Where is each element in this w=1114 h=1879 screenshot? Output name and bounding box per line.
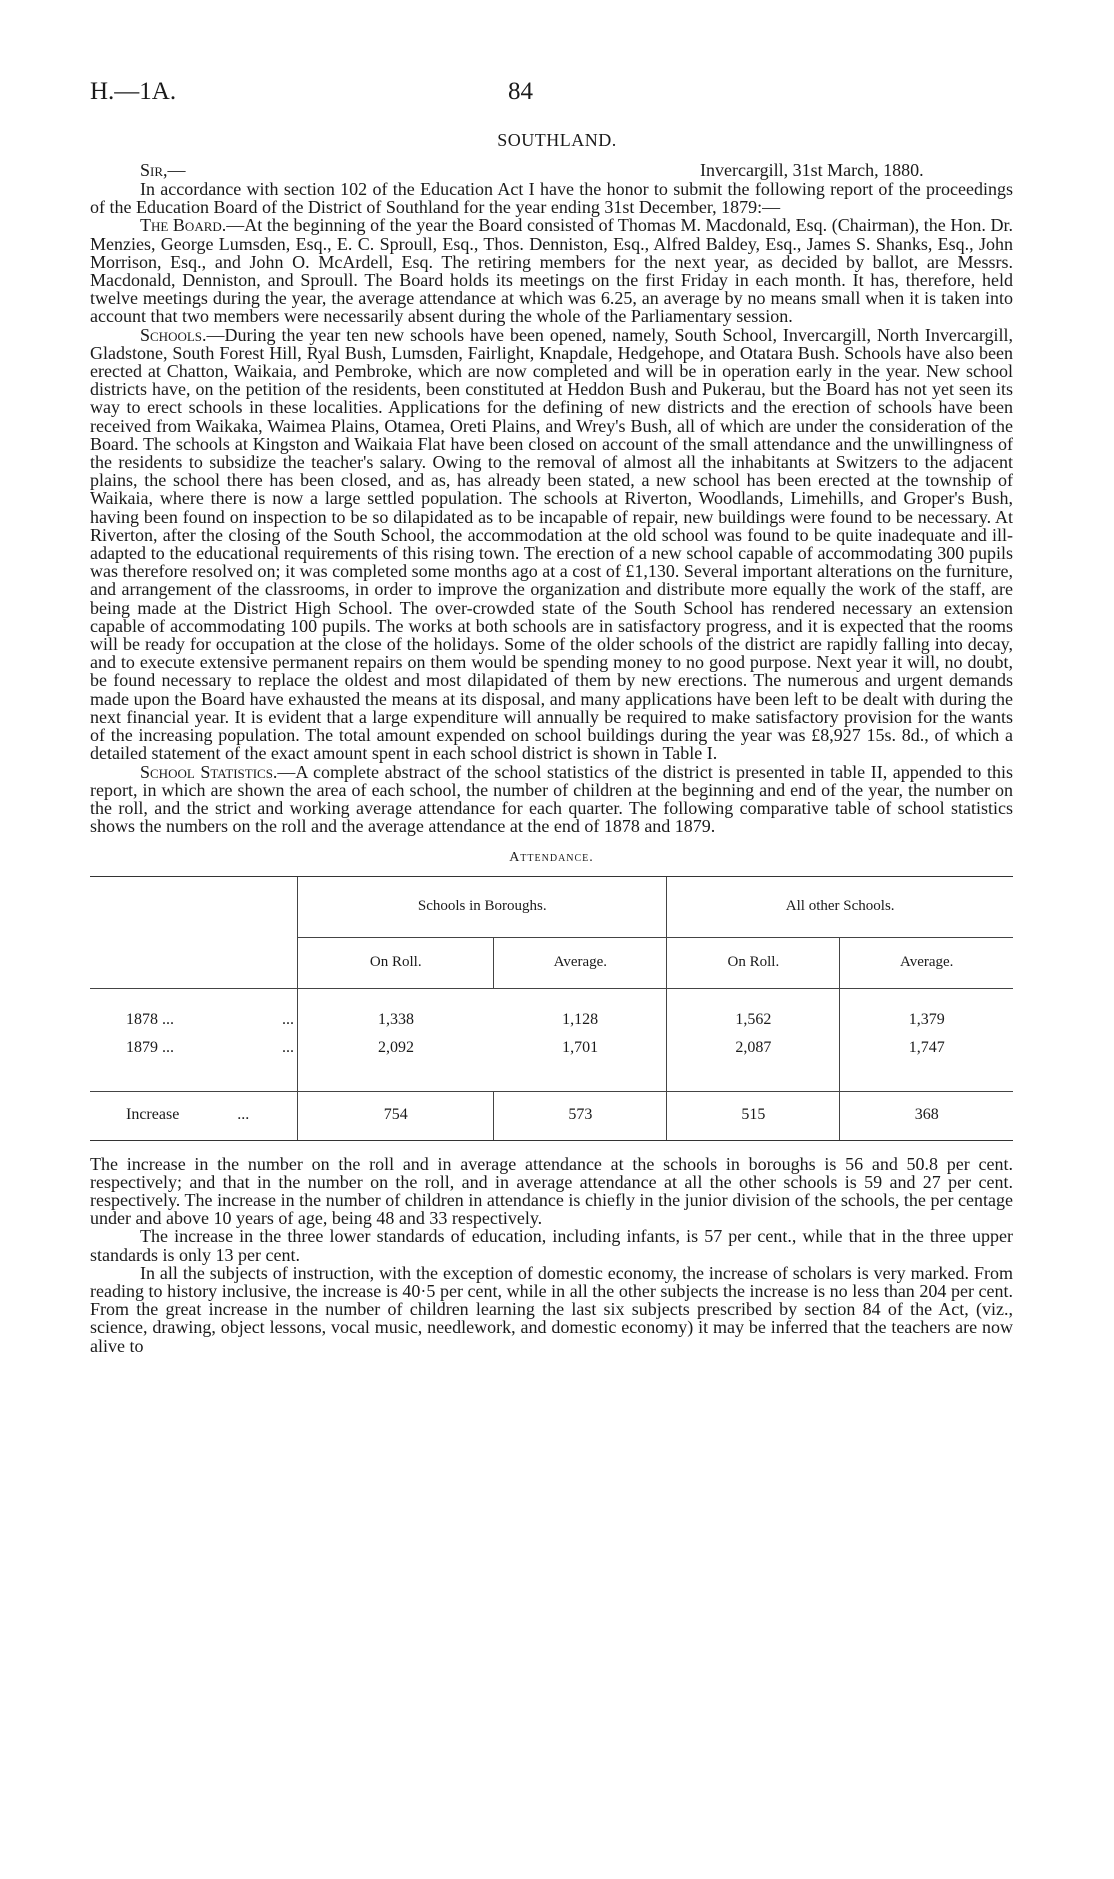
table-corner [90, 876, 298, 937]
row-dots: ... [282, 1010, 294, 1028]
document-reference: H.—1A. [90, 78, 177, 105]
subheader-other-average: Average. [840, 937, 1013, 988]
dateline: Invercargill, 31st March, 1880. [700, 160, 924, 180]
subheader-boroughs-average: Average. [494, 937, 667, 988]
table-corner-2 [90, 937, 298, 988]
paragraph-statistics-text: —A complete abstract of the school statistics of the district is presented in table II, appended to this report, in which are shown the area of each school, the number of children at the beginning and end of the year, the number on the roll, and the strict and working average attendance for each quarter. The following comparative table of school statistics shows the numbers on the roll and the average attendance at the end of 1878 and 1879. [90, 761, 1013, 837]
paragraph-statistics-lead: School Statistics. [140, 761, 278, 782]
salutation: Sir,— [140, 160, 186, 180]
table-cell: 1,338 [298, 988, 494, 1039]
paragraph-schools [90, 326, 1013, 763]
table-cell: 1,379 [840, 988, 1013, 1039]
paragraph-schools-lead: Schools. [140, 324, 207, 345]
paragraph-schools-text: —During the year ten new schools have been opened, namely, South School, Invercargill, North Invercargill, Gladstone, South Forest Hill, Ryal Bush, Lumsden, Fairlight, Knapdale, Hedgehope, and Otatara Bush. Schools have also been erected at Chatton, Waikaia, and Pembroke, which are now completed and will be in operation early in the year. New school districts have, on the petition of the residents, been constituted at Heddon Bush and Pukerau, but the Board has not yet seen its way to erect schools in these localities. Applications for the defining of new districts and the erection of schools have been received from Waikaka, Waimea Plains, Otamea, Oreti Plains, and Wrey's Bush, all of which are under the consideration of the Board. The schools at Kingston and Waikaia Flat have been closed on account of the small attendance and the unwillingness of the residents to subsidize the teacher's salary. Owing to the removal of almost all the inhabitants at Switzers to the adjacent plains, the school there has been closed, and as, has already been stated, a new school has been erected at the township of Waikaia, where there is now a large settled population. The schools at Riverton, Woodlands, Limehills, and Groper's Bush, having been found on inspection to be so dilapidated as to be incapable of repair, new buildings were found to be necessary. At Riverton, after the closing of the South School, the accommodation at the old school was found to be quite inadequate and ill-adapted to the educational requirements of this rising town. The erection of a new school capable of accommodating 300 pupils was therefore resolved on; it was completed some months ago at a cost of £1,130. Several important alterations on the furniture, and arrangement of the classrooms, in order to improve the organization and distribute more equally the work of the staff, are being made at the District High School. The over-crowded state of the South School has rendered necessary an extension capable of accommodating 100 pupils. The works at both schools are in satisfactory progress, and it is expected that the rooms will be ready for occupation at the close of the holidays. Some of the older schools of the district are rapidly falling into decay, and to execute extensive permanent repairs on them would be spending money to no good purpose. Next year it will, no doubt, be found necessary to replace the oldest and most dilapidated of them by new erections. The numerous and urgent demands made upon the Board have exhausted the means at its disposal, and many applications have been left to be dealt with during the next financial year. It is evident that a large expenditure will annually be required to make satisfactory provision for the wants of the increasing population. The total amount expended on school buildings during the year was £8,927 15s. 8d., of which a detailed statement of the exact amount spent in each school district is shown in Table I. [90, 324, 1013, 764]
attendance-table [90, 876, 1013, 1141]
group-header-boroughs: Schools in Boroughs. [298, 876, 667, 937]
table-cell: 1,128 [562, 1010, 599, 1028]
paragraph-board-lead: The Board. [140, 215, 227, 236]
paragraph-intro: In accordance with section 102 of the Education Act I have the honor to submit the following report of the proceedings of the Education Board of the District of Southland for the year ending 31st December, 1879:— [90, 179, 1013, 218]
increase-row [90, 1091, 1013, 1140]
paragraph-statistics [90, 763, 1013, 836]
table-cell: 1,701 [562, 1038, 599, 1056]
table-row [90, 988, 1013, 1039]
paragraph-subjects: In all the subjects of instruction, with the exception of domestic economy, the increase of scholars is very marked. From reading to history inclusive, the increase is 40·5 per cent, while in all the other subjects the increase is no less than 204 per cent. From the great increase in the number of children learning the last six subjects prescribed by section 84 of the Act, (viz., science, drawing, object lessons, vocal music, needlework, and domestic economy) it may be inferred that the teachers are now alive to [90, 1262, 1013, 1356]
paragraph-increase: The increase in the number on the roll and in average attendance at the schools in boroughs is 56 and 50.8 per cent. respectively; and that in the number on the roll, and in average attendance at all the other schools is 59 and 27 per cent. respectively. The increase in the number of children in attendance is chiefly in the junior division of the schools, the per centage under and above 10 years of age, being 48 and 33 respectively. [90, 1153, 1013, 1229]
paragraph-standards: The increase in the three lower standards of education, including infants, is 57 per cent., while that in the three upper standards is only 13 per cent. [90, 1226, 1013, 1265]
paragraph-board-text: —At the beginning of the year the Board consisted of Thomas M. Macdonald, Esq. (Chairman), the Hon. Dr. Menzies, George Lumsden, Esq., E. C. Sproull, Esq., Thos. Denniston, Esq., Alfred Baldey, Esq., James S. Shanks, Esq., John Morrison, Esq., and John O. McArdell, Esq. The retiring members for the next year, as decided by ballot, are Messrs. Macdonald, Denniston, and Sproull. The Board holds its meetings on the first Friday in each month. It has, therefore, held twelve meetings during the year, the average attendance at which was 6.25, an average by no means small when it is taken into account that two members were necessarily absent during the whole of the Parliamentary session. [90, 215, 1013, 327]
section-title: SOUTHLAND. [497, 130, 617, 150]
table-row [90, 1039, 1013, 1065]
row-dots: ... [282, 1038, 294, 1056]
increase-dots: ... [237, 1106, 250, 1124]
table-cell: 368 [840, 1091, 1013, 1140]
table-cell: 515 [667, 1091, 840, 1140]
paragraph-board [90, 216, 1013, 325]
report-body [90, 180, 1013, 1355]
table-cell: 1,747 [840, 1039, 1013, 1065]
row-label: 1878 ... [126, 1010, 174, 1028]
table-cell: 754 [298, 1091, 494, 1140]
group-header-other: All other Schools. [667, 876, 1013, 937]
page-header [90, 78, 1024, 118]
table-cell: 2,092 [298, 1039, 494, 1065]
subheader-other-roll: On Roll. [667, 937, 840, 988]
table-cell: 573 [494, 1091, 667, 1140]
increase-label: Increase [126, 1106, 180, 1124]
page-number: 84 [508, 78, 533, 105]
subheader-boroughs-roll: On Roll. [298, 937, 494, 988]
table-cell: 2,087 [667, 1039, 840, 1065]
table-caption: Attendance. [509, 850, 594, 866]
table-cell: 1,562 [667, 988, 840, 1039]
row-label: 1879 ... [126, 1038, 174, 1056]
